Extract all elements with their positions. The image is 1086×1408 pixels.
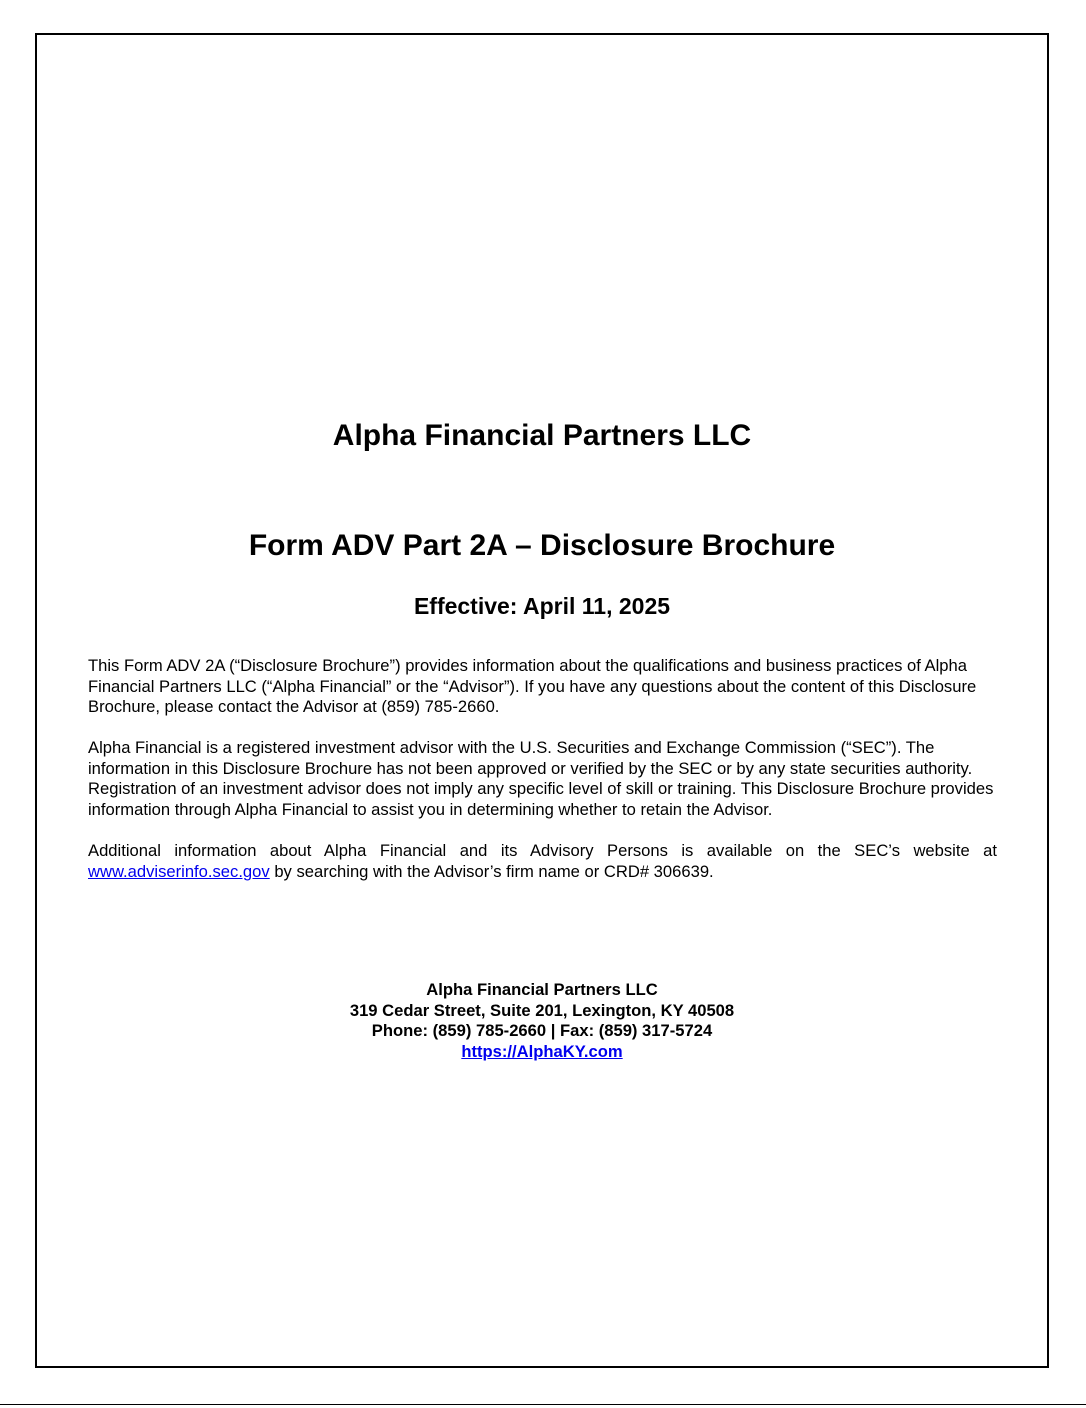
additional-info-tail: by searching with the Advisor’s firm name or CRD# 306639.: [274, 861, 714, 881]
bottom-rule: [0, 1404, 1086, 1405]
intro-paragraph: This Form ADV 2A (“Disclosure Brochure”) provides information about the qualifications and business practices of Alpha Financial Partners LLC (“Alpha Financial” or the “Advisor”). If you have any questions about the content of this Disclosure Brochure, please contact the Advisor at (859) 785-2660.: [88, 656, 977, 716]
footer-address: 319 Cedar Street, Suite 201, Lexington, KY 40508: [349, 1000, 735, 1020]
footer-firm-name: Alpha Financial Partners LLC: [426, 980, 658, 999]
contact-block: [35, 980, 1049, 1062]
additional-info-paragraph: [88, 841, 997, 882]
adviserinfo-link[interactable]: www.adviserinfo.sec.gov: [88, 861, 270, 881]
footer-contact: Phone: (859) 785-2660 | Fax: (859) 317-5724: [371, 1021, 713, 1040]
document-title: Form ADV Part 2A – Disclosure Brochure: [248, 529, 836, 562]
registration-paragraph: Alpha Financial is a registered investment advisor with the U.S. Securities and Exchange Commission (“SEC”). The information in this Disclosure Brochure has not been approved or verified by the SEC or by any state securities authority. Registration of an investment advisor does not imply any specific level of skill or training. This Disclosure Brochure provides information through Alpha Financial to assist you in determining whether to retain the Advisor.: [88, 738, 994, 819]
firm-name-title: Alpha Financial Partners LLC: [332, 419, 752, 452]
effective-date: Effective: April 11, 2025: [413, 593, 671, 619]
website-link[interactable]: https://AlphaKY.com: [461, 1041, 623, 1061]
additional-info-lead: Additional information about Alpha Financial and its Advisory Persons is available on the SEC’s website at: [88, 841, 997, 860]
